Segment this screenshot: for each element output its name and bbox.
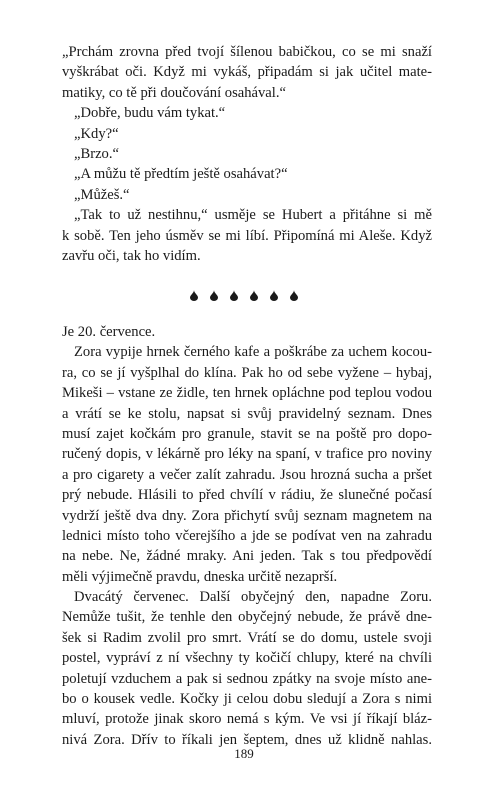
text-line: „Můžeš.“: [74, 186, 130, 203]
text-line: vyškrábat oči. Když mi vykáš, připadám si jak učitel mate-: [62, 64, 432, 81]
text-line: zavřu oči, tak ho vidím.: [62, 247, 201, 264]
text-section-narrative: [62, 322, 432, 750]
drop-ornament-icon: [190, 290, 198, 301]
text-line: „Dobře, budu vám tykat.“: [74, 105, 226, 122]
text-line: k sobě. Ten jeho úsměv se mi líbí. Připomíná mi Aleše. Když: [62, 227, 432, 244]
text-section-dialogue: [62, 42, 432, 266]
text-line: „Kdy?“: [74, 125, 119, 142]
text-line: prý nebude. Hlásili to před chvílí v rádiu, že slunečné počasí: [62, 487, 432, 504]
text-line: poletují vzduchem a pak si sednou zpátky na svoje místo ane-: [62, 670, 432, 687]
drop-ornament-icon: [210, 290, 218, 301]
text-line: lednici místo toho včerejšího a jde se podívat ven na zahradu: [62, 527, 432, 544]
text-line: Nemůže tušit, že tenhle den obyčejný nebude, že právě dne-: [62, 609, 432, 626]
drop-ornament-icon: [250, 290, 258, 301]
text-line: musí zajet kočkám pro granule, stavit se na poště pro dopo-: [62, 425, 432, 442]
text-line: ručený dopis, v lékárně pro léky na spaní, v trafice pro noviny: [62, 446, 432, 463]
section-divider: [0, 290, 488, 304]
text-line: a vrátí se ke stolu, napsat si svůj pravidelný seznam. Dnes: [62, 405, 432, 422]
text-line: Mikeši – vstane ze židle, ten hrnek opláchne pod teplou vodou: [62, 385, 432, 402]
text-line: „Prchám zrovna před tvojí šílenou babičkou, co se mi snaží: [62, 44, 432, 60]
text-line: nivá Zora. Dřív to říkali jen šeptem, dnes už klidně nahlas.: [62, 731, 432, 748]
text-line: postel, vypráví z ní všechny ty kočičí chlupy, které na chvíli: [62, 650, 432, 667]
text-line: bo o kousek vedle. Kočky ji celou dobu sledují a Zora s nimi: [62, 691, 432, 708]
text-line: Dvacátý červenec. Další obyčejný den, napadne Zoru.: [74, 589, 432, 606]
text-line: šek si Radim zvolil pro smrt. Vrátí se do domu, ustele svoji: [62, 629, 432, 646]
text-line: „A můžu tě předtím ještě osahávat?“: [74, 166, 288, 183]
text-line: měli výjimečně pravdu, dneska určitě nezaprší.: [62, 568, 338, 585]
text-line: Zora vypije hrnek černého kafe a poškrábe za uchem kocou-: [74, 344, 432, 361]
text-line: matiky, co tě při doučování osahával.“: [62, 84, 286, 101]
drop-ornament-icon: [270, 290, 278, 301]
drop-ornament-icon: [230, 290, 238, 301]
text-line: a pro cigarety a večer zalít zahradu. Jsou hrozná sucha a pršet: [62, 466, 432, 483]
text-line: mluví, protože jinak skoro nemá s kým. Ve vsi jí říkají bláz-: [62, 711, 432, 728]
text-line: ra, co se jí vyšplhal do klína. Pak ho od sebe vyžene – hybaj,: [62, 364, 432, 381]
drop-ornament-icon: [290, 290, 298, 301]
text-line: „Tak to už nestihnu,“ usměje se Hubert a přitáhne si mě: [74, 207, 432, 224]
text-line: Je 20. července.: [62, 324, 156, 340]
text-line: vydrží ještě dva dny. Zora přichytí svůj seznam magnetem na: [62, 507, 432, 524]
text-line: „Brzo.“: [74, 145, 119, 162]
text-line: na nebe. Ne, žádné mraky. Ani jeden. Tak s tou předpovědí: [62, 548, 432, 565]
page-number: 189: [234, 746, 254, 761]
